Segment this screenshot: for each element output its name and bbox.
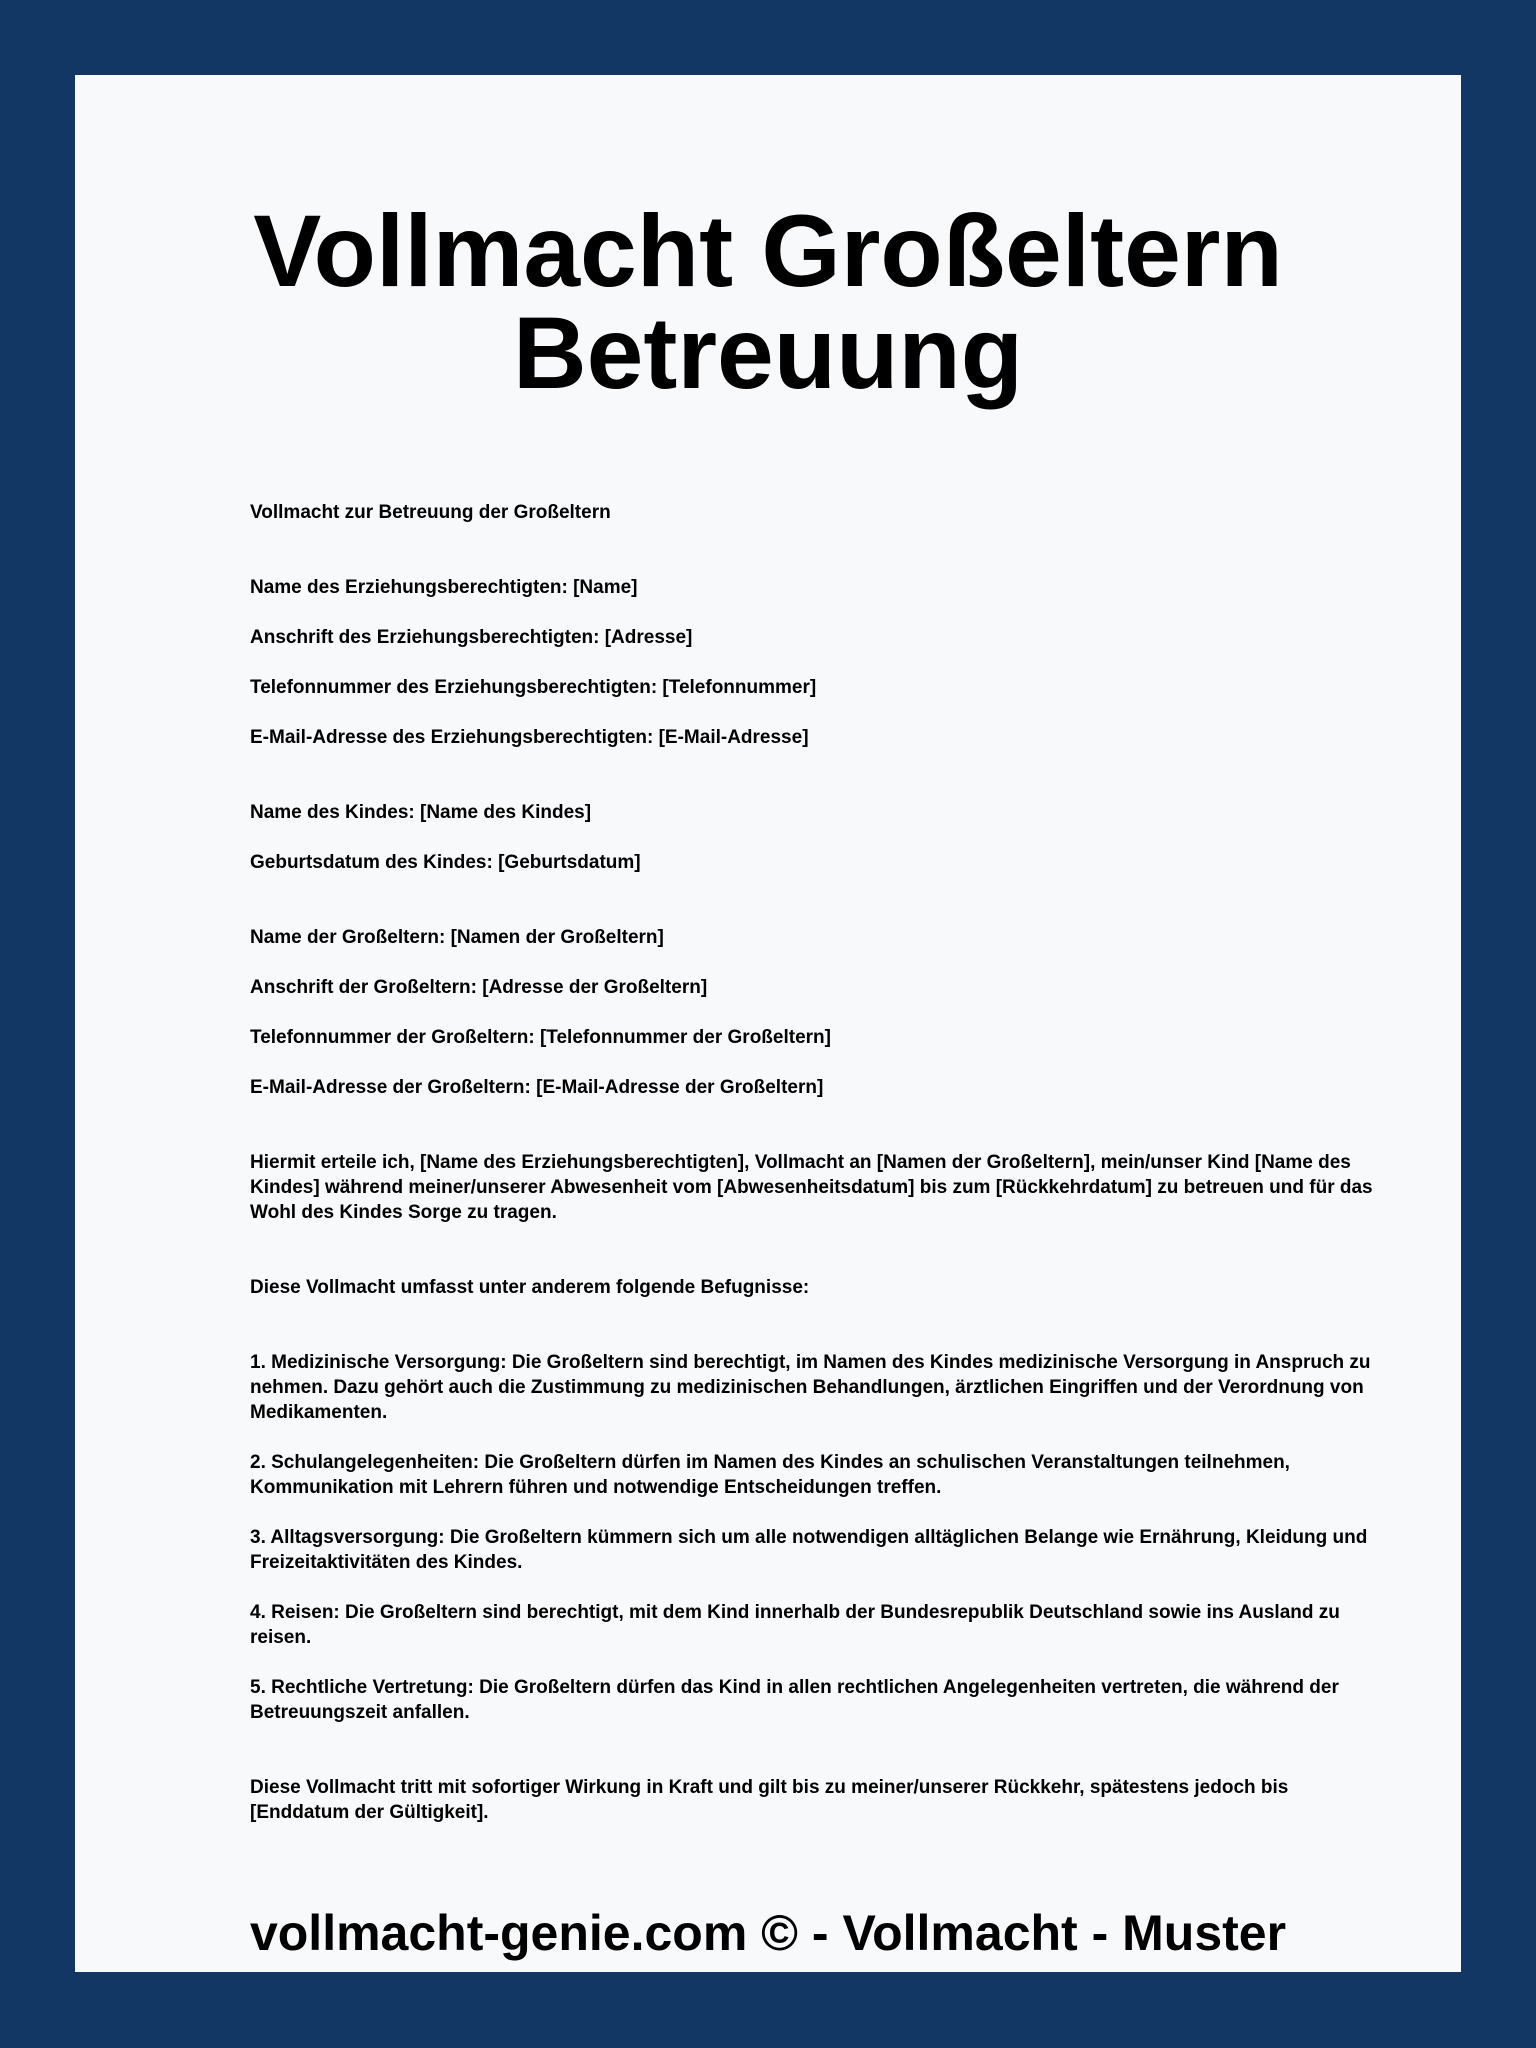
guardian-phone: Telefonnummer des Erziehungsberechtigten: [Telefonnummer]	[250, 677, 817, 698]
declaration-paragraph: Hiermit erteile ich, [Name des Erziehungsberechtigten], Vollmacht an [Namen der Großeltern], mein/unser Kind [Name des Kindes] während meiner/unserer Abwesenheit vom [Abwesenheitsdatum] bis zum [Rückkehrdatum] zu betreuen und für das Wohl des Kindes Sorge zu tragen.	[250, 1152, 1373, 1223]
document-body	[250, 500, 1375, 1825]
document-heading: Vollmacht zur Betreuung der Großeltern	[250, 502, 611, 523]
guardian-email: E-Mail-Adresse des Erziehungsberechtigten: [E-Mail-Adresse]	[250, 727, 809, 748]
child-birthdate: Geburtsdatum des Kindes: [Geburtsdatum]	[250, 852, 641, 873]
power-item-travel: 4. Reisen: Die Großeltern sind berechtigt, mit dem Kind innerhalb der Bundesrepublik Deutschland sowie ins Ausland zu reisen.	[250, 1602, 1340, 1648]
grandparents-email: E-Mail-Adresse der Großeltern: [E-Mail-Adresse der Großeltern]	[250, 1077, 824, 1098]
power-item-daily-care: 3. Alltagsversorgung: Die Großeltern kümmern sich um alle notwendigen alltäglichen Belange wie Ernährung, Kleidung und Freizeitaktivitäten des Kindes.	[250, 1527, 1368, 1573]
title-line-2: Betreuung	[513, 296, 1023, 410]
grandparents-phone: Telefonnummer der Großeltern: [Telefonnummer der Großeltern]	[250, 1027, 831, 1048]
document-page	[75, 75, 1461, 1972]
power-item-medical: 1. Medizinische Versorgung: Die Großeltern sind berechtigt, im Namen des Kindes medizinische Versorgung in Anspruch zu nehmen. Dazu gehört auch die Zustimmung zu medizinischen Behandlungen, ärztlichen Eingriffen und der Verordnung von Medikamenten.	[250, 1352, 1371, 1423]
guardian-name: Name des Erziehungsberechtigten: [Name]	[250, 577, 638, 598]
grandparents-address: Anschrift der Großeltern: [Adresse der Großeltern]	[250, 977, 708, 998]
footer-watermark: vollmacht-genie.com © - Vollmacht - Muster	[249, 1905, 1287, 1961]
powers-intro: Diese Vollmacht umfasst unter anderem folgende Befugnisse:	[250, 1277, 810, 1298]
power-item-school: 2. Schulangelegenheiten: Die Großeltern dürfen im Namen des Kindes an schulischen Veranstaltungen teilnehmen, Kommunikation mit Lehrern führen und notwendige Entscheidungen treffen.	[250, 1452, 1290, 1498]
power-item-legal: 5. Rechtliche Vertretung: Die Großeltern dürfen das Kind in allen rechtlichen Angelegenheiten vertreten, die während der Betreuungszeit anfallen.	[250, 1677, 1339, 1723]
validity-paragraph: Diese Vollmacht tritt mit sofortiger Wirkung in Kraft und gilt bis zu meiner/unserer Rückkehr, spätestens jedoch bis [Enddatum der Gültigkeit].	[250, 1777, 1289, 1823]
page-title	[75, 194, 1461, 410]
child-name: Name des Kindes: [Name des Kindes]	[250, 802, 592, 823]
grandparents-name: Name der Großeltern: [Namen der Großeltern]	[250, 927, 664, 948]
guardian-address: Anschrift des Erziehungsberechtigten: [Adresse]	[250, 627, 693, 648]
title-line-1: Vollmacht Großeltern	[253, 194, 1283, 308]
